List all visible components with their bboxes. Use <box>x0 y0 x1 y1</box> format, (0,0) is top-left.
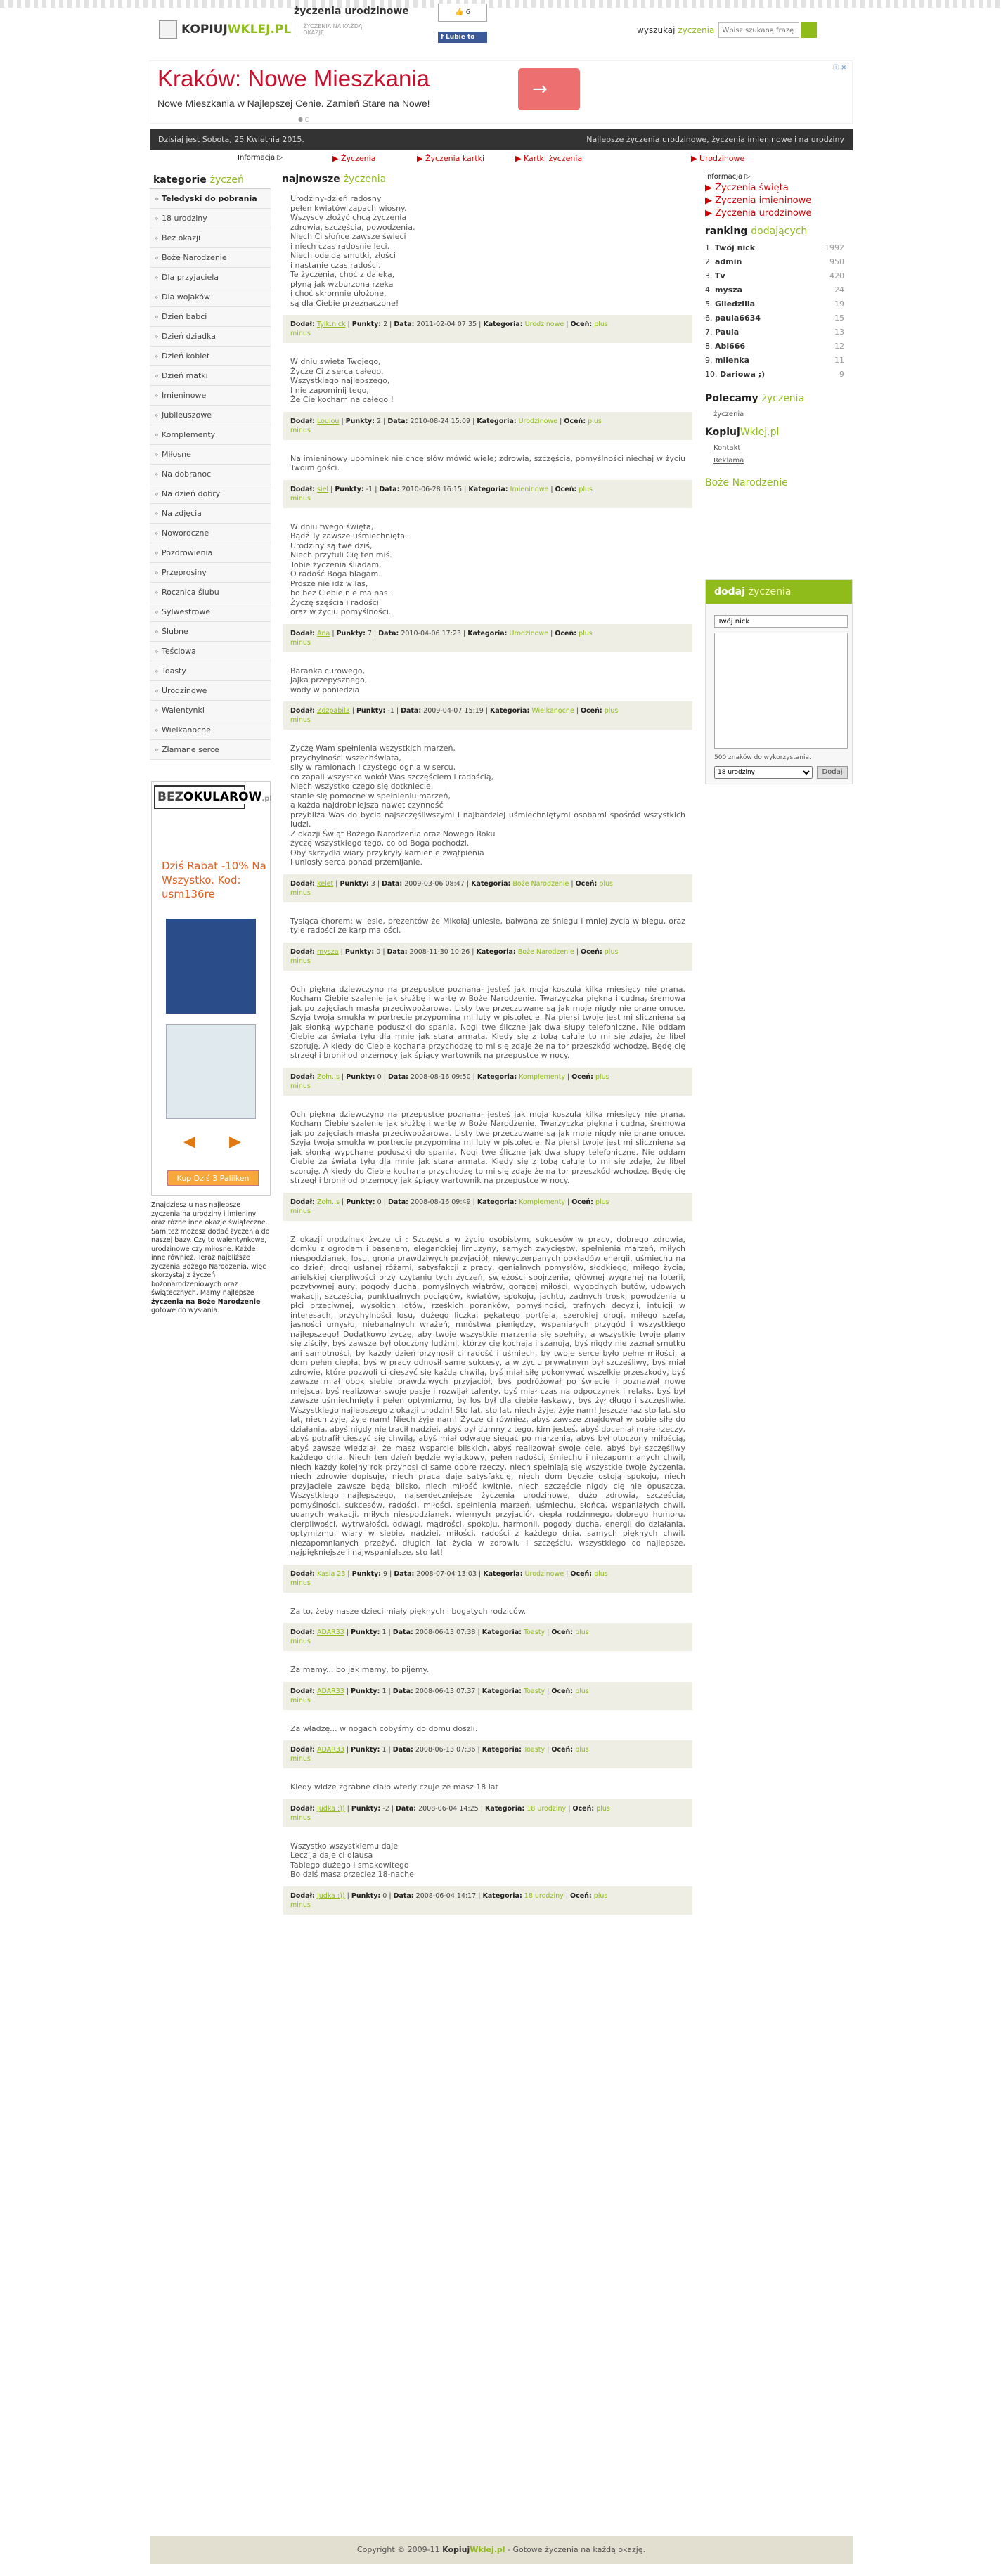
rate-plus[interactable]: plus <box>596 1804 610 1813</box>
facebook-like-button[interactable]: f Lubie to <box>438 32 487 43</box>
ranking-user[interactable]: Dariowa ;) <box>720 370 766 379</box>
entries-list <box>283 187 692 1915</box>
points: 0 <box>377 1198 382 1206</box>
rate-minus[interactable]: minus <box>290 426 311 434</box>
main-heading: najnowsze życzenia <box>282 174 387 185</box>
category-item[interactable]: » Komplementy <box>150 425 271 445</box>
points: 1 <box>382 1629 387 1636</box>
entry-meta: Dodał: Zdzpabil3 | Punkty: -1 | Data: 2009-04-07 15:19 | Kategoria: Wielkanocne | Oceń: plus minus <box>283 701 692 730</box>
site-slogan: Najlepsze życzenia urodzinowe, życzenia imieninowe i na urodziny <box>586 135 844 144</box>
site-logo[interactable] <box>159 20 373 39</box>
logo-tagline: ŻYCZENIA NA KAŻDĄ OKAZJĘ <box>303 23 363 36</box>
entry-meta: Dodał: ADAR33 | Punkty: 1 | Data: 2008-06-13 07:38 | Kategoria: Toasty | Oceń: plus minus <box>283 1623 692 1651</box>
wish-entry <box>283 910 692 971</box>
category-item[interactable]: » Na zdjęcia <box>150 504 271 524</box>
points: 0 <box>377 1073 382 1081</box>
date: 2008-06-13 07:38 <box>415 1629 476 1636</box>
ranking-score: 13 <box>834 328 844 337</box>
ranking-row[interactable]: 2. admin 950 <box>705 255 853 269</box>
footer: Copyright © 2009-11 KopiujWklej.pl - Gotowe życzenia na każdą okazję. <box>150 2536 853 2564</box>
date: 2010-06-28 16:15 <box>401 485 463 493</box>
product-image[interactable] <box>166 1024 256 1119</box>
wish-text: Tysiąca chorem: w lesie, prezentów że Mikołaj uniesie, bałwana ze śniegu i mniej życia w biegu, oraz tyle radości że karp ma ości. <box>283 910 692 943</box>
author-link[interactable]: Zdzpabil3 <box>316 707 350 715</box>
ad-cta-button[interactable]: Kup Dziś 3 Paliiken <box>167 1170 259 1186</box>
ranking-score: 12 <box>834 342 844 351</box>
entry-meta: Dodał: ADAR33 | Punkty: 1 | Data: 2008-06-13 07:37 | Kategoria: Toasty | Oceń: plus minus <box>283 1682 692 1710</box>
category-item[interactable]: » Wielkanocne <box>150 720 271 740</box>
rate-minus[interactable]: minus <box>290 494 311 503</box>
points: 1 <box>382 1687 387 1695</box>
entry-meta: Dodał: mysza | Punkty: 0 | Data: 2008-11-30 10:26 | Kategoria: Boże Narodzenie | Oceń: plus minus <box>283 943 692 971</box>
ranking-user[interactable]: Abi666 <box>715 342 746 351</box>
rate-plus[interactable]: plus <box>579 485 593 493</box>
wish-text: Och piękna dziewczyno na przepustce poznana- jesteś jak moja koszula kilka miesięcy nie prana. Kocham Ciebie szalenie jak służbę i wartę w Boże Narodzenie. Twarzyczka piękna i cudna, śremowa jak po zajęciach masła przeciwpożarowa. Listy twe przeczuwane są jak moje nigdy nie prane onuce. Szyja twoja smukła w portrecie przypomina mi luty w pistolecie. Na piersi twoje jest mi śliczniena są jak słonką wypchane poduszki do spania. Nogi twe śliczne jak dwa słupy telefoniczne. Nie oddam Ciebie za świata tyłu dla mnie jak stara armata. Kiedy się z tobą całuję to mi się zdaje, że libel szoruję. A kiedy do Ciebie kochana przychodzę to mi się zdaje że na tor przeszkód wchodzę. Będę cię strzegł i bronił od przemocy jak śpiący wartownik na przepustce w nocy. <box>283 1103 692 1193</box>
reklama-link[interactable]: Reklama <box>713 457 744 465</box>
rate-plus[interactable]: plus <box>579 629 593 637</box>
wish-text: W dniu swieta Twojego, Życze Ci z serca całego, Wszystkiego najlepszego, I nie zapominij tego, Że Cie kocham na całego ! <box>283 350 692 412</box>
points: 9 <box>383 1569 388 1578</box>
rate-plus[interactable]: plus <box>604 947 619 956</box>
entry-meta: Dodał: kelet | Punkty: 3 | Data: 2009-03-06 08:47 | Kategoria: Boże Narodzenie | Oceń: plus minus <box>283 874 692 902</box>
wish-text: Za mamy... bo jak mamy, to pijemy. <box>283 1658 692 1682</box>
ranking-score: 950 <box>829 257 844 266</box>
ranking-score: 1992 <box>825 243 844 252</box>
rate-minus[interactable]: minus <box>290 1755 311 1763</box>
ranking-row[interactable]: 3. Tv 420 <box>705 269 853 283</box>
date: 2008-08-16 09:50 <box>411 1073 471 1081</box>
rate-plus[interactable]: plus <box>575 1629 589 1636</box>
ranking-row[interactable]: 5. Gliedzilla 19 <box>705 297 853 311</box>
category-link[interactable]: Boże Narodzenie <box>517 947 574 956</box>
wish-entry <box>283 978 692 1096</box>
entry-meta: Dodał: siel | Punkty: -1 | Data: 2010-06-28 16:15 | Kategoria: Imieninowe | Oceń: plus minus <box>283 480 692 508</box>
date-bar <box>150 129 853 150</box>
wish-entry <box>283 1600 692 1652</box>
points: 1 <box>382 1746 387 1754</box>
rate-minus[interactable]: minus <box>290 1082 311 1090</box>
wish-entry <box>283 659 692 730</box>
rate-minus[interactable]: minus <box>290 957 311 965</box>
author-link[interactable]: Judka :)) <box>316 1891 345 1900</box>
rate-plus[interactable]: plus <box>588 417 602 425</box>
like-counter[interactable]: 👍 6 <box>438 4 487 22</box>
points: -2 <box>382 1804 389 1813</box>
add-wishes-form <box>705 579 853 784</box>
rate-minus[interactable]: minus <box>290 1638 311 1645</box>
entry-meta: Dodał: Żołn..s | Punkty: 0 | Data: 2008-08-16 09:49 | Kategoria: Komplementy | Oceń: plus minus <box>283 1193 692 1221</box>
top-links <box>150 150 853 166</box>
category-list <box>150 189 271 760</box>
wish-entry <box>283 1228 692 1593</box>
category-item[interactable]: » Boże Narodzenie <box>150 248 271 268</box>
category-link[interactable]: Toasty <box>523 1629 545 1636</box>
rate-plus[interactable]: plus <box>594 1569 608 1578</box>
top-link[interactable]: ▶ Życzenia kartki <box>417 154 485 163</box>
author-link[interactable]: Tylk.nick <box>316 321 346 328</box>
ranking-user[interactable]: paula6634 <box>715 313 761 323</box>
search-input[interactable] <box>718 22 799 38</box>
date: 2008-06-13 07:36 <box>415 1746 476 1754</box>
author-link[interactable]: ADAR33 <box>316 1629 344 1636</box>
rate-minus[interactable]: minus <box>290 1579 311 1587</box>
date: 2011-02-04 07:35 <box>416 321 477 328</box>
date: 2008-08-16 09:49 <box>411 1198 471 1206</box>
ad-promo-text: Dziś Rabat -10% Na Wszystko. Kod: usm136re <box>162 860 266 900</box>
polecamy-item[interactable]: życzenia <box>713 410 744 418</box>
wish-entry <box>283 350 692 440</box>
sidebar-advertisement[interactable] <box>151 781 271 1196</box>
rate-minus[interactable]: minus <box>290 716 311 724</box>
top-link[interactable]: ▶ Kartki życzenia <box>515 154 583 163</box>
category-item[interactable]: » Dla wojaków <box>150 287 271 307</box>
ranking-row[interactable]: 9. milenka 11 <box>705 354 853 368</box>
ranking-user[interactable]: milenka <box>715 356 750 365</box>
author-link[interactable]: ADAR33 <box>316 1687 344 1695</box>
entry-meta: Dodał: Tylk.nick | Punkty: 2 | Data: 2011-02-04 07:35 | Kategoria: Urodzinowe | Oceń: plus minus <box>283 315 692 343</box>
author-link[interactable]: Żołn..s <box>316 1073 340 1081</box>
rate-plus[interactable]: plus <box>595 1073 609 1081</box>
boze-heading[interactable]: Boże Narodzenie <box>705 477 788 488</box>
category-item[interactable]: » Dzień matki <box>150 366 271 386</box>
wish-text: Z okazji urodzinek życzę ci : Szczęścia w życiu osobistym, sukcesów w pracy, dobrego zdrowia, domku z ogrodem i basenem, eleganckiej limuzyny, samych zwycięstw, spełnienia marzeń, miłych niespodzianek, losu, grona prawdziwych przyjaciół, niewyczerpanych pokładów energii, uśmiechu na co dzień, drogi usłanej różami, satysfakcji z pracy, genialnych pomysłów, słodkiego, miłego życia, anielskiej cierpliwości przy czytaniu tych życzeń, świeżości spojrzenia, głównej wygranej na loterii, pozytywnej aury, pogody ducha, pomyślnych wiatrów, gorącej miłości, wygodnych butów, udowych wakacji, szczęścia, punktualnych pociągów, kwiatów, spokoju, jachtu, zadnych trosk, powodzenia u płci przeciwnej, wysokich lotów, rześkich poranków, pomyślności, trafnych decyzji, intuicji w interesach, przychylności losu, dużego liczka, pękatego portfela, szerokiej drogi, miłego szefa, jasności umysłu, niebanalnych wrażeń, mnóstwa pieniędzy, wspaniałych przygód i wszystkiego najlepszego! Dodatkowo życzę, aby twoje wszystkie marzenia się spełniły, a wszystkie twoje plany się ziściły, byś zawsze był otoczony ludźmi, którzy cię kochają i szanują, byś nigdy nie zaznał smutku ani samotności, by każdy dzień przynosił ci radość i uśmiech, by twoje serce było pełne miłości, a dom pełen ciepła, byś w pracy odnosił same sukcesy, a w życiu prywatnym był szczęśliwy, byś miał zdrowie, które pozwoli ci cieszyć się każdą chwilą, byś miał siłę pokonywać wszelkie przeszkody, byś zawsze miał obok siebie prawdziwych przyjaciół, byś podróżował po świecie i poznawał nowe miejsca, byś realizował swoje pasje i rozwijał talenty, byś miał czas na odpoczynek i relaks, byś był zawsze uśmiechnięty i pełen optymizmu, by los był dla ciebie łaskawy, byś żył długo i szczęśliwie. Wszystkiego najlepszego z okazji urodzin! Sto lat, sto lat, niech żyje, żyje nam! Jeszcze raz sto lat, sto lat, niech żyje, żyje nam! Niech żyje nam! Życzę ci również, abyś zawsze znajdował w sobie siłę do działania, abyś nigdy nie tracił nadziei, abyś był dumny z tego, kim jesteś, abyś doceniał małe rzeczy, abyś potrafił cieszyć się chwilą, abyś miał odwagę sięgać po marzenia, abyś był otoczony miłością, abyś zawsze wiedział, że masz wsparcie bliskich, abyś realizował swoje cele, abyś był szczęśliwy każdego dnia. Niech ten dzień będzie wyjątkowy, pełen radości, śmiechu i niezapomnianych chwil, niech każdy kolejny rok przynosi ci same dobre rzeczy, niech spełniają się wszystkie twoje życzenia, niech zdrowie dopisuje, niech praca daje satysfakcję, niech dom będzie ostoją spokoju, niech przyjaciele zawsze będą blisko, niech miłość kwitnie, niech szczęście nigdy cię nie opuszcza. Wszystkiego najlepszego, najserdeczniejsze życzenia urodzinowe, dużo zdrowia, szczęścia, pomyślności, sukcesów, radości, miłości, spełnienia marzeń, uśmiechu, słońca, wspaniałych chwil, udanych wakacji, miłych niespodzianek, wiernych przyjaciół, ciepła rodzinnego, dobrego humoru, cierpliwości, wytrwałości, odwagi, mądrości, spokoju, harmonii, pogody ducha, energii do działania, optymizmu, wiary w siebie, nadziei, miłości, radości z każdego dnia, samych pięknych chwil, niezapomnianych przeżyć, długich lat życia w zdrowiu i szczęściu, wszystkiego co najlepsze, najpiękniejsze i najwspanialsze, sto lat! <box>283 1228 692 1565</box>
category-item[interactable]: » Na dobranoc <box>150 465 271 484</box>
author-link[interactable]: siel <box>316 485 329 493</box>
rate-plus[interactable]: plus <box>575 1687 589 1695</box>
ranking-row[interactable]: 6. paula6634 15 <box>705 311 853 325</box>
ranking-score: 420 <box>829 271 844 280</box>
ad-arrow-button[interactable] <box>518 68 580 110</box>
ranking-user[interactable]: Twój nick <box>715 243 756 252</box>
points: 2 <box>377 417 382 425</box>
ranking-row[interactable]: 8. Abi666 12 <box>705 339 853 354</box>
rate-minus[interactable]: minus <box>290 1696 311 1704</box>
category-item[interactable]: » Noworoczne <box>150 524 271 543</box>
points: 0 <box>382 1891 387 1900</box>
wish-text: Życzę Wam spełnienia wszystkich marzeń, przychylności wszechświata, siły w ramionach i czystego ognia w sercu, co zapali wszystko wokół Was szczęściem i radością, Niech wszystko czego się dotkniecie, stanie się pomocne w spełnieniu marzeń, a każda najdrobniejsza nawet czynność przybliża Was do bycia najszczęśliwszymi i najbardziej uśmiechniętymi osobami spośród wszystkich ludzi. Z okazji Świąt Bożego Narodzenia oraz Nowego Roku życzę wszystkiego tego, co od Boga pochodzi. Oby skrzydła wiary przykryły kamienie zwątpienia i uniosły serca ponad przemijanie. <box>283 737 692 874</box>
rate-minus[interactable]: minus <box>290 330 311 337</box>
ranking-user[interactable]: Gliedzilla <box>715 299 756 309</box>
kontakt-link[interactable]: Kontakt <box>713 444 741 452</box>
date: 2008-06-04 14:17 <box>415 1891 477 1900</box>
logo-text: KOPIUJWKLEJ.PL <box>181 22 292 37</box>
category-link[interactable]: Komplementy <box>519 1073 565 1081</box>
author-link[interactable]: Judka :)) <box>316 1804 345 1813</box>
ranking-list <box>705 241 853 382</box>
nick-input[interactable] <box>714 615 848 628</box>
date: 2008-06-13 07:37 <box>415 1687 476 1695</box>
adchoices-label: Informacja ▷ <box>238 154 283 162</box>
category-link[interactable]: Urodzinowe <box>524 1569 564 1578</box>
author-link[interactable]: kelet <box>316 879 334 888</box>
ranking-user[interactable]: mysza <box>715 285 743 295</box>
search-button[interactable] <box>801 22 817 38</box>
points: -1 <box>366 485 373 493</box>
arrow-right-icon: → <box>532 79 548 100</box>
entry-meta: Dodał: Loulou | Punkty: 2 | Data: 2010-08-24 15:09 | Kategoria: Urodzinowe | Oceń: plus minus <box>283 412 692 440</box>
ranking-row[interactable]: 4. mysza 24 <box>705 283 853 297</box>
points: -1 <box>387 707 394 715</box>
ranking-row[interactable]: 10. Dariowa ;) 9 <box>705 368 853 382</box>
right-link[interactable]: ▶ Życzenia święta <box>705 183 789 193</box>
ad-pager-dots[interactable]: ● ○ <box>298 116 310 122</box>
category-item[interactable]: » Jubileuszowe <box>150 406 271 425</box>
current-date: Dzisiaj jest Sobota, 25 Kwietnia 2015. <box>158 135 304 144</box>
entry-meta: Dodał: Judka :)) | Punkty: -2 | Data: 2008-06-04 14:25 | Kategoria: 18 urodziny | Oceń: plus minus <box>283 1799 692 1827</box>
ranking-score: 9 <box>839 370 844 379</box>
category-link[interactable]: Komplementy <box>519 1198 565 1206</box>
rate-plus[interactable]: plus <box>604 707 619 715</box>
date: 2008-11-30 10:26 <box>409 947 470 956</box>
ranking-score: 19 <box>834 299 844 309</box>
category-item[interactable]: » Przeprosiny <box>150 563 271 583</box>
wish-entry <box>283 1834 692 1915</box>
category-item[interactable]: » Dzień dziadka <box>150 327 271 347</box>
wish-text: Urodziny-dzień radosny pełen kwiatów zapach wiosny. Wszyscy złożyć chcą życzenia zdrowia, szczęścia, powodzenia. Niech Ci słońce zawsze świeci i niech czas radosnie leci. Niech odejdą smutki, złości i nastanie czas radości. Te życzenia, choć z daleka, płyną jak wzburzona rzeka i choć skromnie ułożone, są dla Ciebie przeznaczone! <box>283 187 692 315</box>
search-form <box>637 22 817 38</box>
category-item[interactable]: » Dzień kobiet <box>150 347 271 366</box>
wish-text: Och piękna dziewczyno na przepustce poznana- jesteś jak moja koszula kilka miesięcy nie prana. Kocham Ciebie szalenie jak służbę i wartę w Boże Narodzenie. Twarzyczka piękna i cudna, śremowa jak po zajęciach masła przeciwpożarowa. Listy twe przeczuwane są jak moje nigdy nie prane onuce. Szyja twoja smukła w portrecie przypomina mi luty w pistolecie. Na piersi twoje jest mi śliczniena są jak słonką wypchane poduszki do spania. Nogi twe śliczne jak dwa słupy telefoniczne. Nie oddam Ciebie za świata tyłu dla mnie jak stara armata. Kiedy się z tobą całuję to mi się zdaje, że libel szoruję. A kiedy do Ciebie kochana przychodzę to mi się zdaje że na tor przeszkód wchodzę. Będę cię strzegł i bronił od przemocy jak śpiący wartownik na przepustce w nocy. <box>283 978 692 1068</box>
site-description: Znajdziesz u nas najlepsze życzenia na urodziny i imieniny oraz różne inne okazje świąteczne. Sam też możesz dodać życzenia do naszej bazy. Czy to walentynkowe, urodzinowe czy miłosne. Każde inne również. Teraz najbliższe życzenia Bożego Narodzenia, więc skorzystaj z życzeń bożonarodzeniowych oraz świątecznych. Mamy najlepsze życzenia na Boże Narodzenie gotowe do wysłania. <box>151 1201 270 1314</box>
brand-heading: KopiujWklej.pl <box>705 427 780 438</box>
search-label: wyszukaj życzenia <box>637 25 715 35</box>
rate-plus[interactable]: plus <box>594 321 608 328</box>
top-link[interactable]: ▶ Urodzinowe <box>691 154 745 163</box>
site-title: życzenia urodzinowe <box>294 6 409 17</box>
category-item[interactable]: » Teledyski do pobrania <box>150 189 271 209</box>
category-link[interactable]: Toasty <box>523 1746 545 1754</box>
category-link[interactable]: 18 urodziny <box>524 1891 564 1900</box>
top-link[interactable]: ▶ Życzenia <box>332 154 376 163</box>
points: 0 <box>376 947 381 956</box>
wish-textarea[interactable] <box>714 633 848 749</box>
category-link[interactable]: Urodzinowe <box>518 417 558 425</box>
ranking-user[interactable]: Tv <box>715 271 725 280</box>
category-item[interactable]: » 18 urodziny <box>150 209 271 228</box>
ranking-row[interactable]: 7. Paula 13 <box>705 325 853 339</box>
category-link[interactable]: Urodzinowe <box>509 629 549 637</box>
wish-text: Baranka curowego, jajka przepysznego, wody w poniedzia <box>283 659 692 702</box>
category-link[interactable]: Boże Narodzenie <box>512 879 569 888</box>
category-item[interactable]: » Urodzinowe <box>150 681 271 701</box>
author-link[interactable]: Ana <box>316 629 330 637</box>
author-link[interactable]: mysza <box>316 947 339 956</box>
points: 2 <box>383 321 388 328</box>
top-advertisement[interactable] <box>150 60 853 124</box>
page-wrapper <box>150 0 853 2554</box>
category-item[interactable]: » Miłosne <box>150 445 271 465</box>
categories-heading: kategorie życzeń <box>150 171 271 189</box>
rate-minus[interactable]: minus <box>290 888 311 897</box>
entry-meta: Dodał: Ana | Punkty: 7 | Data: 2010-04-06 17:23 | Kategoria: Urodzinowe | Oceń: plus minus <box>283 624 692 652</box>
entry-meta: Dodał: Kasia 23 | Punkty: 9 | Data: 2008-07-04 13:03 | Kategoria: Urodzinowe | Oceń: plus minus <box>283 1565 692 1593</box>
header <box>150 0 853 56</box>
entry-meta: Dodał: ADAR33 | Punkty: 1 | Data: 2008-06-13 07:36 | Kategoria: Toasty | Oceń: plus minus <box>283 1740 692 1768</box>
category-item[interactable]: » Bez okazji <box>150 228 271 248</box>
right-link[interactable]: ▶ Życzenia imieninowe <box>705 195 812 206</box>
add-form-heading: dodaj życzenia <box>706 580 852 604</box>
next-arrow-icon[interactable]: ▶ <box>229 1133 241 1151</box>
wish-text: Wszystko wszystkiemu daje Lecz ja daje ci dlausa Tablego dużego i smakowitego Bo dziś masz przeciez 18-nache <box>283 1834 692 1886</box>
category-link[interactable]: Imieninowe <box>510 485 549 493</box>
rate-plus[interactable]: plus <box>595 1198 609 1206</box>
category-link[interactable]: 18 urodziny <box>527 1804 567 1813</box>
category-item[interactable]: » Złamane serce <box>150 740 271 760</box>
ranking-score: 11 <box>834 356 844 365</box>
category-item[interactable]: » Teściowa <box>150 642 271 661</box>
author-link[interactable]: Kasia 23 <box>316 1569 346 1578</box>
prev-arrow-icon[interactable]: ◀ <box>183 1133 195 1151</box>
wish-entry <box>283 737 692 902</box>
date: 2009-04-07 15:19 <box>423 707 484 715</box>
wish-text: Na imieninowy upominek nie chcę słów mówić wiele; zdrowia, szczęścia, pomyślności niechaj w życiu Twoim gości. <box>283 447 692 480</box>
category-item[interactable]: » Toasty <box>150 661 271 681</box>
product-image[interactable] <box>166 919 256 1014</box>
date: 2010-08-24 15:09 <box>410 417 471 425</box>
rate-minus[interactable]: minus <box>290 1901 311 1909</box>
wish-text: Za to, żeby nasze dzieci miały pięknych i bogatych rodziców. <box>283 1600 692 1624</box>
ranking-score: 15 <box>834 313 844 323</box>
points: 3 <box>370 879 375 888</box>
logo-icon <box>159 20 177 39</box>
ranking-user[interactable]: admin <box>715 257 742 266</box>
right-sidebar <box>705 171 853 493</box>
wish-entry <box>283 1717 692 1769</box>
category-item[interactable]: » Walentynki <box>150 701 271 720</box>
left-sidebar <box>150 171 271 1316</box>
category-item[interactable]: » Na dzień dobry <box>150 484 271 504</box>
date: 2008-07-04 13:03 <box>416 1569 477 1578</box>
wish-text: W dniu twego święta, Bądź Ty zawsze uśmiechnięta. Urodziny są twe dziś, Niech przytuli Cię ten miś. Tobie życzenia śliadam, O radość Boga błagam. Prosze nie idź w las, bo bez Ciebie nie ma nas. Życzę szęścia i radości oraz w życiu pomyślności. <box>283 515 692 624</box>
right-link[interactable]: ▶ Życzenia urodzinowe <box>705 208 812 219</box>
ad-brand-logo: BEZOKULAROW.pl <box>154 785 245 809</box>
wish-entry <box>283 515 692 652</box>
adchoices-label: Informacja ▷ <box>705 173 751 181</box>
rate-plus[interactable]: plus <box>593 1891 608 1900</box>
date: 2009-03-06 08:47 <box>404 879 465 888</box>
author-link[interactable]: ADAR33 <box>316 1746 344 1754</box>
category-item[interactable]: » Sylwestrowe <box>150 602 271 622</box>
category-item[interactable]: » Ślubne <box>150 622 271 642</box>
category-item[interactable]: » Dla przyjaciela <box>150 268 271 287</box>
wish-entry <box>283 1775 692 1827</box>
wish-text: Za władzę... w nogach cobyśmy do domu doszli. <box>283 1717 692 1741</box>
rate-plus[interactable]: plus <box>575 1746 589 1754</box>
category-item[interactable]: » Rocznica ślubu <box>150 583 271 602</box>
wish-text: Kiedy widze zgrabne ciało wtedy czuje ze masz 18 lat <box>283 1775 692 1799</box>
rate-minus[interactable]: minus <box>290 1813 311 1822</box>
wish-entry <box>283 187 692 343</box>
wish-entry <box>283 1103 692 1221</box>
date: 2008-06-04 14:25 <box>418 1804 479 1813</box>
ad-title[interactable]: Kraków: Nowe Mieszkania <box>157 65 430 91</box>
boze-link[interactable]: życzenia na Boże Narodzenie <box>151 1297 261 1306</box>
entry-meta: Dodał: Judka :)) | Punkty: 0 | Data: 2008-06-04 14:17 | Kategoria: 18 urodziny | Oceń: plus minus <box>283 1886 692 1915</box>
polecamy-heading: Polecamy życzenia <box>705 393 805 404</box>
main-content <box>283 171 692 1922</box>
ad-subtitle: Nowe Mieszkania w Najlepszej Cenie. Zamień Stare na Nowe! <box>157 98 430 109</box>
rate-minus[interactable]: minus <box>290 638 311 647</box>
entry-meta: Dodał: Żołn..s | Punkty: 0 | Data: 2008-08-16 09:50 | Kategoria: Komplementy | Oceń: plus minus <box>283 1068 692 1096</box>
wish-entry <box>283 1658 692 1710</box>
category-item[interactable]: » Pozdrowienia <box>150 543 271 563</box>
rate-minus[interactable]: minus <box>290 1207 311 1215</box>
category-link[interactable]: Toasty <box>523 1687 545 1695</box>
ranking-score: 24 <box>834 285 844 295</box>
ad-info-close-icon[interactable]: ⓘ ✕ <box>832 65 846 72</box>
category-link[interactable]: Urodzinowe <box>524 321 564 328</box>
points: 7 <box>367 629 372 637</box>
ranking-row[interactable]: 1. Twój nick 1992 <box>705 241 853 255</box>
wish-entry <box>283 447 692 508</box>
submit-button[interactable]: Dodaj <box>817 766 848 779</box>
category-select[interactable] <box>714 766 813 779</box>
author-link[interactable]: Loulou <box>316 417 340 425</box>
category-item[interactable]: » Imieninowe <box>150 386 271 406</box>
category-item[interactable]: » Dzień babci <box>150 307 271 327</box>
date: 2010-04-06 17:23 <box>401 629 461 637</box>
rate-plus[interactable]: plus <box>599 879 613 888</box>
author-link[interactable]: Żołn..s <box>316 1198 340 1206</box>
category-link[interactable]: Wielkanocne <box>531 707 574 715</box>
ranking-user[interactable]: Paula <box>715 328 740 337</box>
char-counter: 500 znaków do wykorzystania. <box>714 754 811 761</box>
ranking-heading: ranking dodających <box>705 226 808 237</box>
